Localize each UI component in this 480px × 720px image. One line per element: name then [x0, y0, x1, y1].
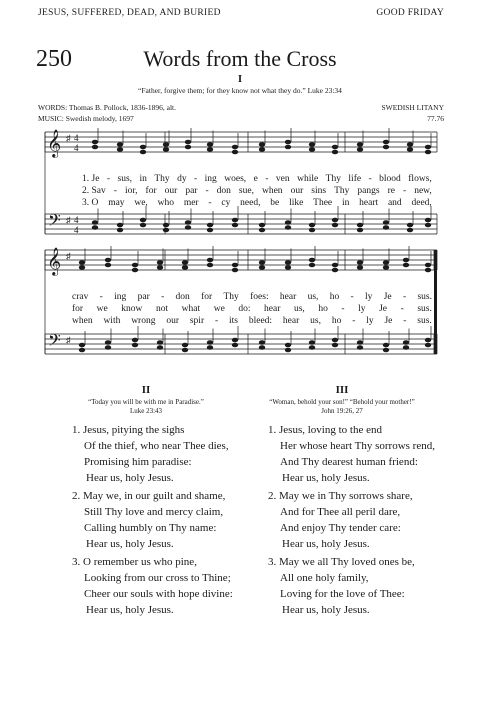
lyric-syllable: ho	[331, 316, 342, 326]
lyric-syllable: our	[164, 186, 178, 196]
lyric-syllable: ven	[275, 174, 290, 184]
part-two-stanza-1: 1. Jesus, pitying the sighs Of the thief, who near Thee dies, Promising him paradise: Hear us, holy Jesus.	[72, 424, 229, 484]
lyric-syllable: sus.	[417, 316, 432, 326]
svg-text:4: 4	[74, 133, 79, 143]
svg-text:♯: ♯	[66, 335, 71, 345]
lyric-syllable: Thy	[223, 292, 239, 302]
lyric-syllable: in	[341, 198, 350, 208]
lyric-syllable: Je	[379, 304, 388, 314]
lyric-syllable: -	[208, 198, 212, 208]
lyric-syllable: dy	[177, 174, 187, 184]
lyric-syllable: for	[145, 186, 157, 196]
lyric-syllable: mer	[183, 198, 199, 208]
lyric-syllable: ly	[366, 316, 374, 326]
lyric-syllable: we	[213, 304, 225, 314]
lyric-syllable: wrong	[131, 316, 156, 326]
lyric-syllable: ho	[318, 304, 328, 314]
part-two-stanza-2: 2. May we, in our guilt and shame, Still Thy love and mercy claim, Calling humbly on Thy name: Hear us, holy Jesus.	[72, 490, 226, 550]
lyric-syllable: with	[103, 316, 121, 326]
words-credit: WORDS: Thomas B. Pollock, 1836-1896, alt.	[38, 103, 176, 112]
lyric-syllable: re	[387, 186, 395, 196]
lyric-syllable: Thy	[325, 174, 341, 184]
part-one-epigraph: “Father, forgive them; for they know not what they do.” Luke 23:34	[138, 86, 342, 95]
section-heading: JESUS, SUFFERED, DEAD, AND BURIED	[38, 8, 221, 18]
part-two-quote: “Today you will be with me in Paradise.”	[88, 398, 204, 406]
music-credit: MUSIC: Swedish melody, 1697	[38, 114, 134, 123]
lyric-syllable: 3. O	[82, 198, 99, 208]
lyric-syllable: sus.	[417, 304, 432, 314]
svg-text:♯: ♯	[66, 215, 71, 225]
meter: 77.76	[427, 114, 444, 123]
system1-line-2	[82, 186, 432, 196]
lyric-syllable: crav	[72, 292, 89, 302]
lyric-syllable: like	[289, 198, 304, 208]
part-three-stanza-2: 2. May we in Thy sorrows share, And for Thee all peril dare, And enjoy Thy tender care: Hear us, holy Jesus.	[268, 490, 413, 550]
lyric-syllable: Je	[384, 316, 393, 326]
lyric-syllable: par	[137, 292, 150, 302]
occasion-heading: GOOD FRIDAY	[376, 8, 444, 18]
lyric-syllable: Thy	[334, 186, 350, 196]
lyric-syllable: Thy	[154, 174, 170, 184]
lyric-syllable: -	[214, 316, 219, 326]
lyric-syllable: be	[270, 198, 280, 208]
lyric-syllable: Je	[383, 292, 392, 302]
svg-text:𝄞: 𝄞	[47, 131, 62, 157]
lyric-syllable: deed,	[411, 198, 432, 208]
part-three-stanza-1: 1. Jesus, loving to the end Her whose heart Thy sorrows rend, And Thy dearest human friend: Hear us, holy Jesus.	[268, 424, 435, 484]
lyric-syllable: who	[157, 198, 174, 208]
lyric-syllable: bleed:	[248, 316, 273, 326]
part-three-quote: “Woman, behold your son!” “Behold your mother!”	[269, 398, 415, 406]
lyric-syllable: sue,	[238, 186, 254, 196]
lyric-syllable: -	[341, 304, 345, 314]
lyric-syllable: e	[253, 174, 258, 184]
lyric-syllable: -	[205, 186, 209, 196]
lyric-syllable: us,	[310, 316, 321, 326]
lyric-syllable: -	[402, 292, 407, 302]
lyric-syllable: for	[201, 292, 213, 302]
system2-line-3	[72, 316, 432, 326]
lyric-syllable: us,	[293, 304, 305, 314]
lyric-syllable: -	[161, 292, 165, 302]
hymn-number: 250	[36, 46, 72, 72]
lyric-syllable: in	[139, 174, 147, 184]
lyric-syllable: Thee	[313, 198, 333, 208]
lyric-syllable: spir	[189, 316, 205, 326]
lyric-syllable: know	[121, 304, 143, 314]
lyric-syllable: -	[403, 316, 407, 326]
system1-line-3	[82, 198, 432, 208]
lyric-syllable: sins	[311, 186, 327, 196]
svg-text:4: 4	[74, 225, 79, 235]
part-three-label: III	[335, 384, 349, 396]
lyric-syllable: -	[352, 316, 356, 326]
lyric-syllable: and	[387, 198, 402, 208]
lyric-syllable: ing	[114, 292, 127, 302]
lyric-syllable: us,	[307, 292, 319, 302]
lyric-syllable: don	[175, 292, 190, 302]
part-three-epigraph	[242, 398, 442, 416]
lyric-syllable: sus,	[117, 174, 133, 184]
lyric-syllable: sus.	[417, 292, 432, 302]
lyric-syllable: -	[194, 174, 198, 184]
lyric-syllable: when	[72, 316, 93, 326]
lyric-syllable: do:	[238, 304, 251, 314]
lyric-syllable: our	[166, 316, 179, 326]
svg-text:♯: ♯	[66, 251, 71, 261]
svg-text:4: 4	[74, 215, 79, 225]
lyric-syllable: -	[400, 304, 404, 314]
svg-text:𝄢: 𝄢	[48, 332, 61, 354]
svg-text:♯: ♯	[66, 133, 71, 143]
system2-line-2	[72, 304, 432, 314]
hymn-title: Words from the Cross	[143, 46, 337, 71]
lyric-syllable: we	[96, 304, 108, 314]
lyric-syllable: our	[290, 186, 304, 196]
lyric-syllable: -	[99, 292, 103, 302]
lyric-syllable: 2. Sav	[82, 186, 106, 196]
part-three-stanza-3: 3. May we all Thy loved ones be, All one holy family, Loving for the love of Thee: Hear us, holy Jesus.	[268, 556, 415, 616]
lyric-syllable: foes:	[250, 292, 269, 302]
lyric-syllable: hear	[264, 304, 281, 314]
svg-text:𝄞: 𝄞	[47, 249, 62, 275]
lyric-syllable: 1. Je	[82, 174, 100, 184]
part-two-epigraph	[46, 398, 246, 416]
lyric-syllable: blood	[379, 174, 401, 184]
lyric-syllable: for	[72, 304, 84, 314]
lyric-syllable: life	[348, 174, 362, 184]
part-two-reference: Luke 23:43	[129, 407, 163, 415]
lyric-syllable: may	[108, 198, 125, 208]
lyric-syllable: we,	[134, 198, 148, 208]
tune-name: SWEDISH LITANY	[381, 103, 444, 112]
lyric-syllable: heart	[359, 198, 379, 208]
lyric-syllable: -	[350, 292, 354, 302]
lyric-syllable: ho	[329, 292, 340, 302]
system2-line-1	[72, 292, 432, 302]
lyric-syllable: what	[181, 304, 201, 314]
lyric-syllable: when	[261, 186, 283, 196]
lyric-syllable: not	[155, 304, 169, 314]
lyric-syllable: ly	[365, 292, 373, 302]
lyric-syllable: -	[106, 174, 111, 184]
lyric-syllable: -	[403, 186, 407, 196]
lyric-syllable: flows,	[408, 174, 432, 184]
lyric-syllable: par	[185, 186, 198, 196]
lyric-syllable: -	[265, 174, 269, 184]
part-one-label: I	[237, 73, 243, 85]
svg-text:4: 4	[74, 143, 79, 153]
lyric-syllable: hear	[279, 292, 297, 302]
part-two-label: II	[141, 384, 151, 396]
lyric-syllable: -	[368, 174, 372, 184]
lyric-syllable: cy	[221, 198, 231, 208]
part-three-reference: John 19:26, 27	[321, 407, 363, 415]
lyric-syllable: new,	[414, 186, 432, 196]
part-two-stanza-3: 3. O remember us who pine, Looking from our cross to Thine; Cheer our souls with hope divine: Hear us, holy Jesus.	[72, 556, 233, 616]
lyric-syllable: ing	[204, 174, 217, 184]
lyric-syllable: need,	[240, 198, 261, 208]
lyric-syllable: its	[229, 316, 238, 326]
svg-text:𝄢: 𝄢	[48, 212, 61, 234]
lyric-syllable: while	[297, 174, 319, 184]
lyric-syllable: pangs	[357, 186, 380, 196]
lyric-syllable: don	[216, 186, 231, 196]
lyric-syllable: ly	[358, 304, 366, 314]
lyric-syllable: woes,	[224, 174, 247, 184]
lyric-syllable: ior,	[124, 186, 138, 196]
lyric-syllable: -	[113, 186, 117, 196]
system1-line-1	[82, 174, 432, 184]
lyric-syllable: hear	[282, 316, 300, 326]
